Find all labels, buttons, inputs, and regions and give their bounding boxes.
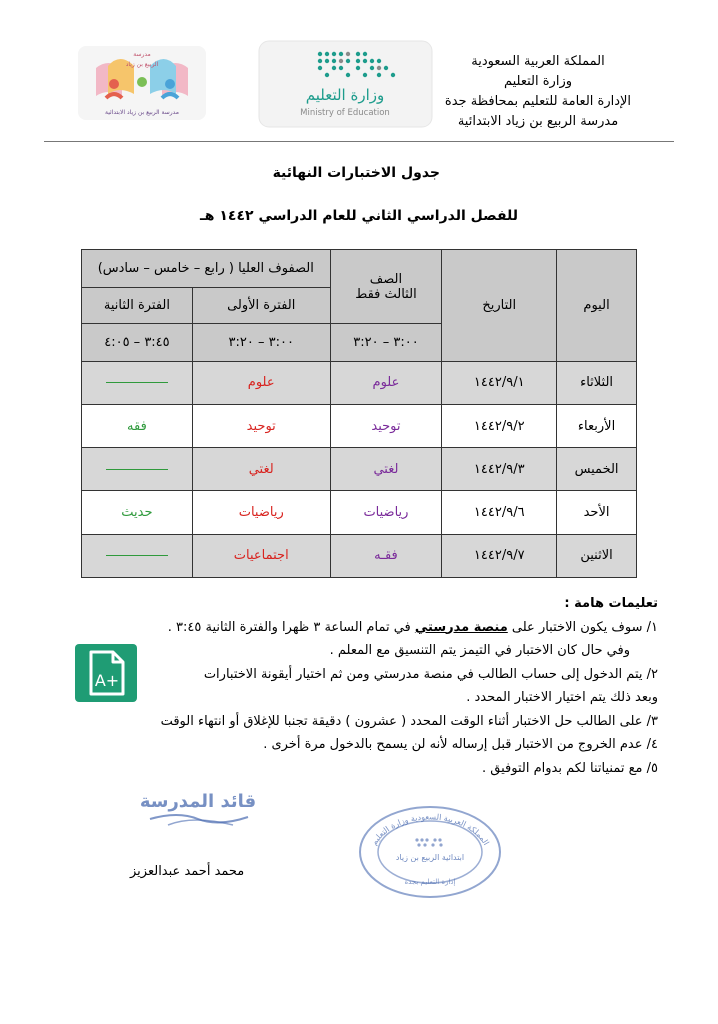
moe-logo-english: Ministry of Education xyxy=(300,108,390,118)
instruction-4: ٤/ عدم الخروج من الاختبار قبل إرساله لأنه لن يسمح بالدخول مرة أخرى . xyxy=(263,737,658,752)
row-period1-subject: توحيد xyxy=(192,404,330,447)
row-day: الخميس xyxy=(557,448,637,491)
header-day: اليوم xyxy=(557,250,637,362)
header-line-1: المملكة العربية السعودية xyxy=(471,54,605,69)
exams-icon-label: A+ xyxy=(94,671,120,690)
row-day: الثلاثاء xyxy=(557,361,637,404)
row-period2-empty xyxy=(82,361,193,404)
header-line-4: مدرسة الربيع بن زياد الابتدائية xyxy=(457,114,619,129)
table-row xyxy=(82,448,637,491)
header-period2: الفترة الثانية xyxy=(82,288,193,324)
row-period2-subject: حديث xyxy=(82,491,193,534)
header-line-3: الإدارة العامة للتعليم بمحافظة جدة xyxy=(444,94,632,109)
stamp-center-text: ابتدائية الربيع بن زياد xyxy=(395,853,465,862)
instructions xyxy=(58,592,658,780)
row-period1-subject: رياضيات xyxy=(192,491,330,534)
row-grade3-subject: لغتي xyxy=(330,448,442,491)
instructions-heading: تعليمات هامة : xyxy=(564,596,658,611)
table-row xyxy=(82,404,637,447)
header-upper-grades: الصفوف العليا ( رابع – خامس – سادس) xyxy=(82,250,331,288)
header-period1: الفترة الأولى xyxy=(192,288,330,324)
school-logo-mid: الربيع بن زياد xyxy=(125,61,159,68)
instruction-2-cont: وبعد ذلك يتم اختيار الاختبار المحدد . xyxy=(466,690,658,705)
instruction-3: ٣/ على الطالب حل الاختبار أثناء الوقت المحدد ( عشرون ) دقيقة تجنبا للإغلاق أو انتهاء الوقت xyxy=(160,713,658,729)
header-line-2: وزارة التعليم xyxy=(503,74,573,89)
school-logo-top: مدرسة xyxy=(133,51,151,58)
principal-name: محمد أحمد عبدالعزيز xyxy=(130,864,245,879)
row-period1-subject: لغتي xyxy=(192,448,330,491)
empty-dash xyxy=(106,382,168,383)
row-grade3-subject: علوم xyxy=(330,361,442,404)
row-grade3-subject: فقـه xyxy=(330,534,442,577)
exam-schedule-table xyxy=(81,249,637,578)
time-period1: ٣:٠٠ – ٣:٢٠ xyxy=(192,324,330,361)
instruction-5: ٥/ مع تمنياتنا لكم بدوام التوفيق . xyxy=(482,760,658,776)
row-period1-subject: علوم xyxy=(192,361,330,404)
header-date: التاريخ xyxy=(442,250,557,362)
instruction-2: ٢/ يتم الدخول إلى حساب الطالب في منصة مدرستي ومن ثم اختيار أيقونة الاختبارات xyxy=(203,666,658,682)
header-grade3-line2: الثالث فقط xyxy=(355,286,417,302)
row-date: ١٤٤٢/٩/٦ xyxy=(442,491,557,534)
page-title: جدول الاختبارات النهائية xyxy=(272,165,440,181)
row-day: الأحد xyxy=(557,491,637,534)
stamp-bottom-text: إدارة التعليم بجدة xyxy=(404,878,456,886)
stamp-arc-text: المملكة العربية السعودية وزارة التعليم xyxy=(369,812,491,847)
exams-app-icon xyxy=(75,644,137,702)
instruction-1-a: ١/ سوف يكون الاختبار على xyxy=(507,619,658,635)
principal-title-stamp xyxy=(138,785,258,831)
header-grade3-line1: الصف xyxy=(369,271,403,287)
svg-text:المملكة العربية السعودية وزارة xyxy=(369,812,490,847)
school-round-stamp xyxy=(355,800,505,900)
instruction-1-c: في تمام الساعة ٣ ظهرا والفترة الثانية ٣:٤٥ . xyxy=(167,619,415,635)
instruction-1 xyxy=(58,616,658,640)
empty-dash xyxy=(106,555,168,556)
row-date: ١٤٤٢/٩/١ xyxy=(442,361,557,404)
ministry-header xyxy=(418,52,658,132)
instruction-1-note: وفي حال كان الاختبار في التيمز يتم التنسيق مع المعلم . xyxy=(329,643,630,658)
row-day: الاثنين xyxy=(557,534,637,577)
table-row xyxy=(82,534,637,577)
school-logo-bottom: مدرسة الربيع بن زياد الابتدائية xyxy=(104,109,180,116)
empty-dash xyxy=(106,469,168,470)
table-row xyxy=(82,361,637,404)
row-period2-empty xyxy=(82,534,193,577)
row-date: ١٤٤٢/٩/٣ xyxy=(442,448,557,491)
row-period2-empty xyxy=(82,448,193,491)
row-grade3-subject: رياضيات xyxy=(330,491,442,534)
header-divider xyxy=(44,141,674,142)
instruction-1-platform: منصة مدرستي xyxy=(414,619,508,635)
row-date: ١٤٤٢/٩/٢ xyxy=(442,404,557,447)
table-row xyxy=(82,491,637,534)
school-logo xyxy=(78,46,206,120)
time-grade3: ٣:٠٠ – ٣:٢٠ xyxy=(330,324,442,361)
moe-logo-arabic: وزارة التعليم xyxy=(305,86,385,104)
page-subtitle: للفصل الدراسي الثاني للعام الدراسي ١٤٤٢ هـ xyxy=(200,208,518,224)
ministry-of-education-logo xyxy=(258,40,433,128)
row-period2-subject: فقه xyxy=(82,404,193,447)
row-grade3-subject: توحيد xyxy=(330,404,442,447)
header-grade3 xyxy=(330,250,442,324)
row-period1-subject: اجتماعيات xyxy=(192,534,330,577)
principal-stamp-text: قائد المدرسة xyxy=(139,791,257,812)
row-date: ١٤٤٢/٩/٧ xyxy=(442,534,557,577)
time-period2: ٣:٤٥ – ٤:٠٥ xyxy=(82,324,193,361)
row-day: الأربعاء xyxy=(557,404,637,447)
